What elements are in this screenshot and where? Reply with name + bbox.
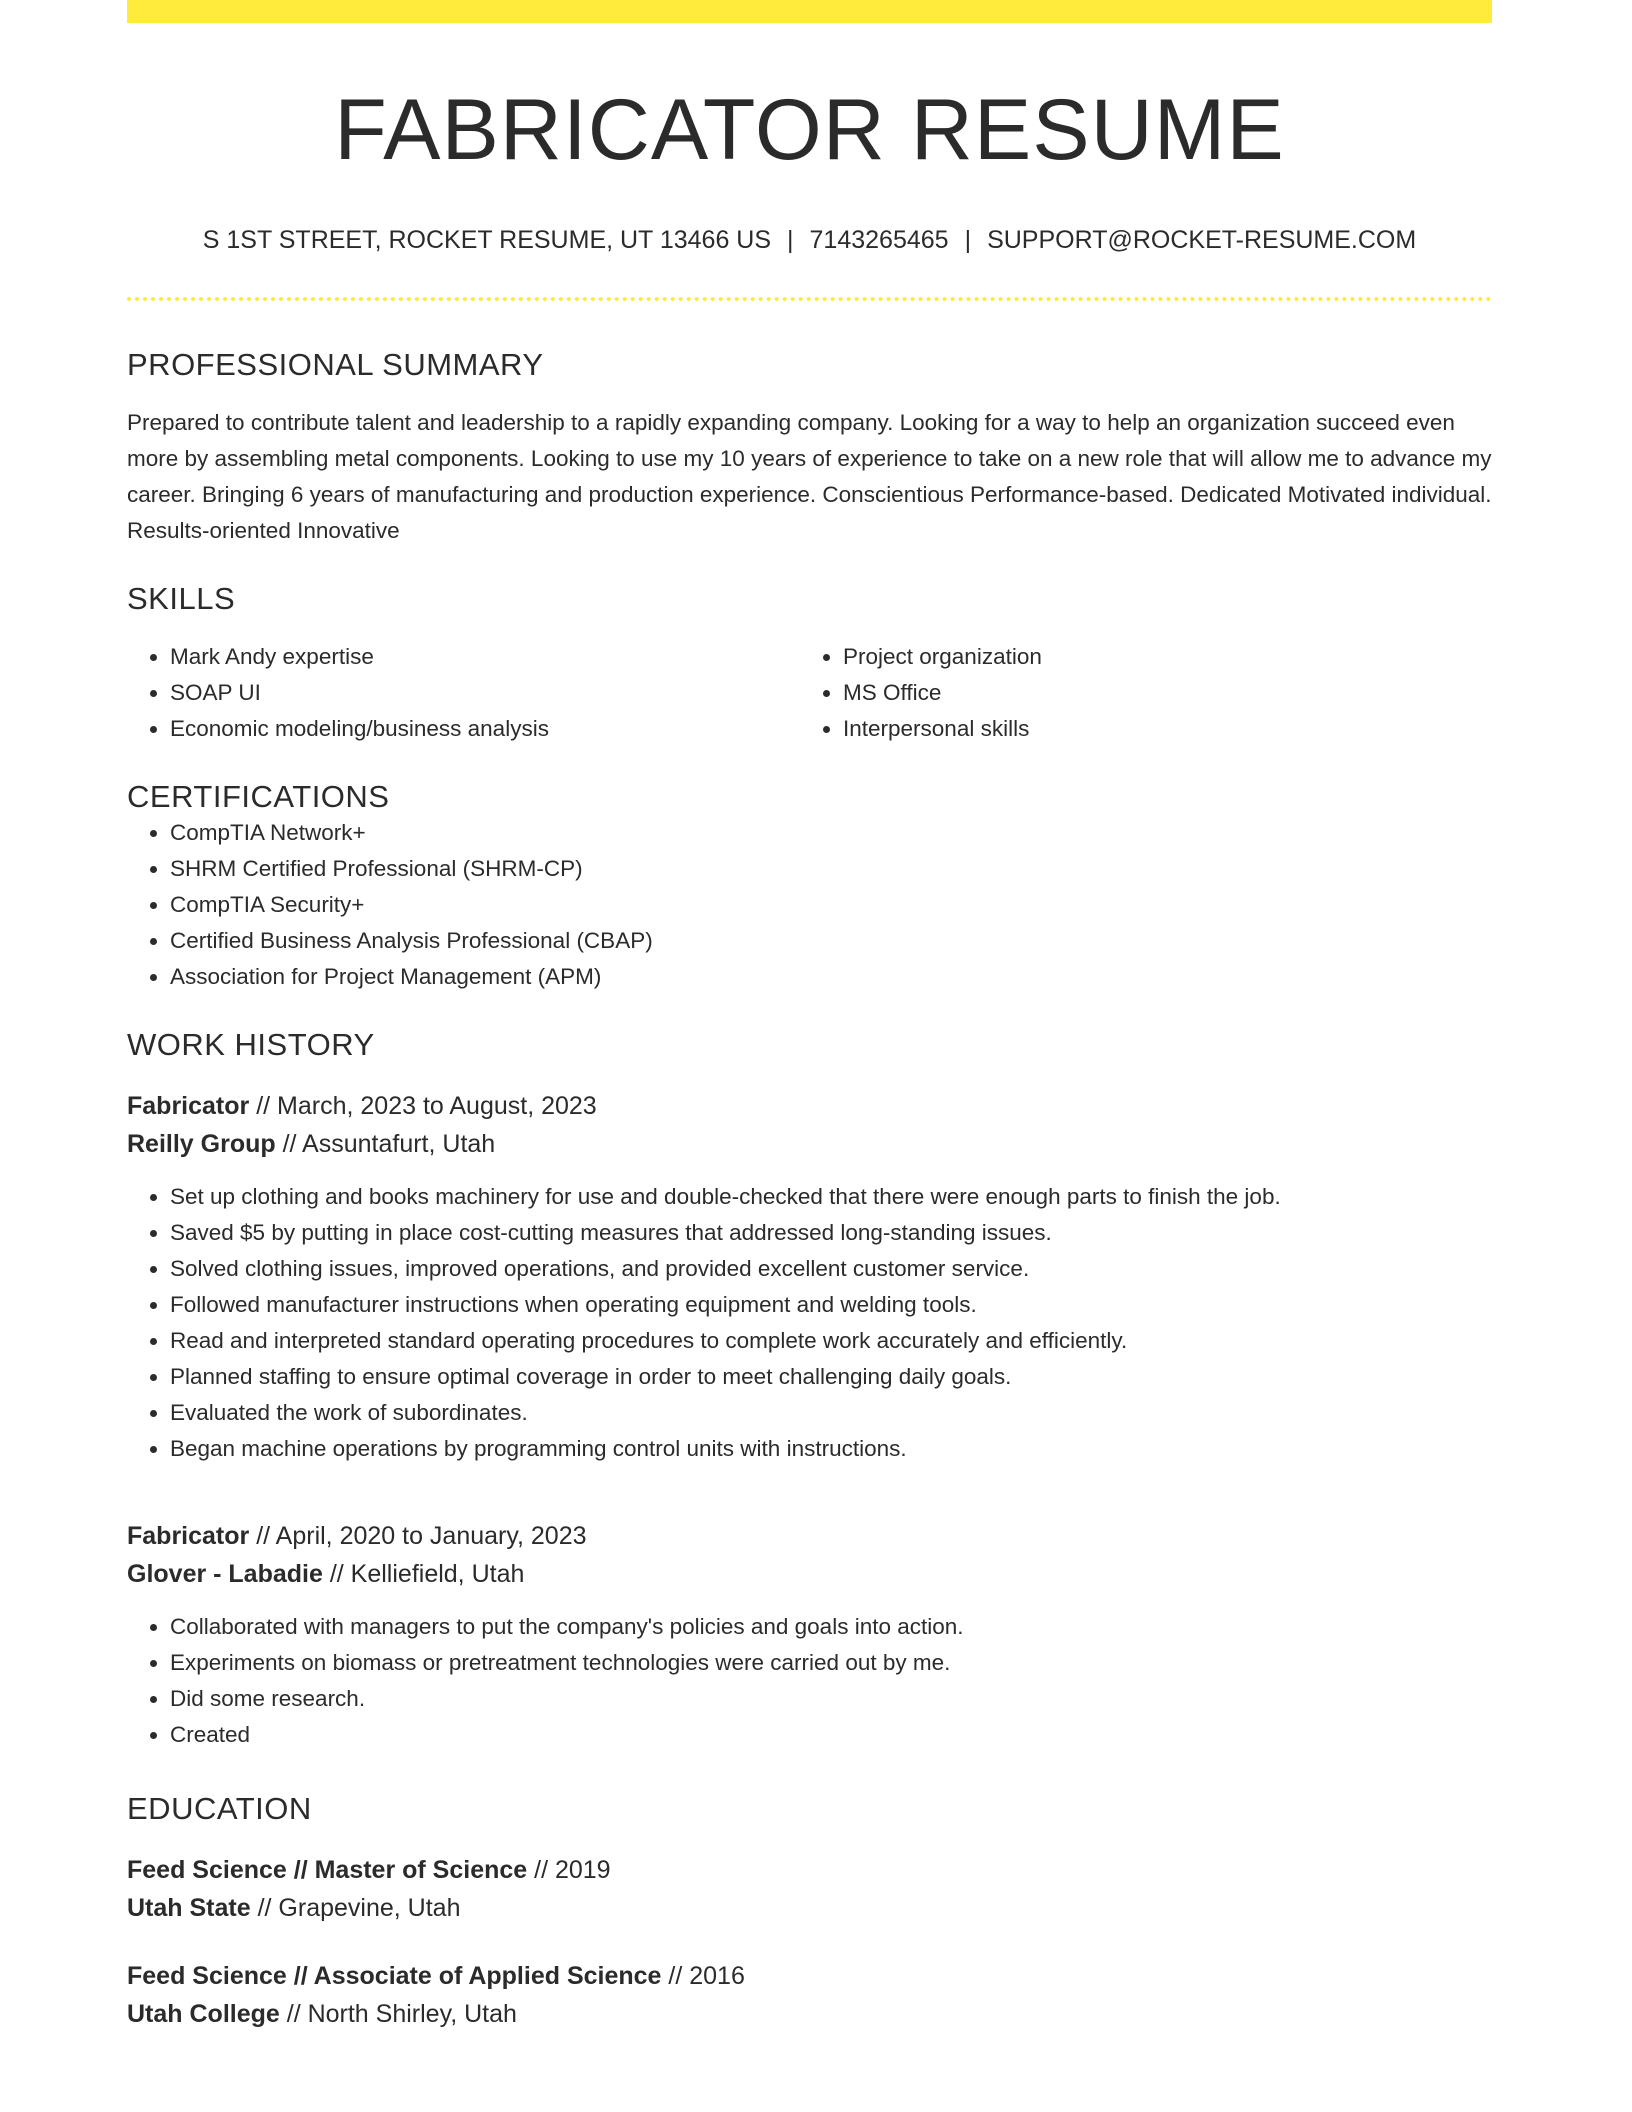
job-bullet: • Set up clothing and books machinery for use and double-checked that there were enough parts to finish the job. xyxy=(170,1179,1492,1215)
education-heading: EDUCATION xyxy=(127,1790,312,1826)
job-bullet: • Read and interpreted standard operating procedures to complete work accurately and efficiently. xyxy=(170,1323,1492,1359)
skills-heading: SKILLS xyxy=(127,580,236,616)
skill-item: • SOAP UI xyxy=(170,675,800,711)
contact-line xyxy=(127,226,1492,255)
job-company-line xyxy=(127,1555,1492,1593)
job-entry xyxy=(127,1517,1492,1753)
contact-email: SUPPORT@ROCKET-RESUME.COM xyxy=(987,225,1417,254)
contact-address: S 1ST STREET, ROCKET RESUME, UT 13466 US xyxy=(202,225,772,254)
job-location: // Assuntafurt, Utah xyxy=(275,1129,496,1158)
job-bullets xyxy=(127,1179,1492,1467)
job-dates: // April, 2020 to January, 2023 xyxy=(249,1521,587,1550)
job-role: Fabricator xyxy=(127,1091,250,1120)
job-bullet: • Created xyxy=(170,1717,1492,1753)
education-degree-line xyxy=(127,1957,1492,1995)
job-bullet: • Followed manufacturer instructions when operating equipment and welding tools. xyxy=(170,1287,1492,1323)
education-entry xyxy=(127,1851,1492,1927)
contact-separator: | xyxy=(964,225,972,254)
job-location: // Kelliefield, Utah xyxy=(322,1559,525,1588)
resume-title: FABRICATOR RESUME xyxy=(334,82,1285,178)
job-bullet: • Began machine operations by programming control units with instructions. xyxy=(170,1431,1492,1467)
skills-column-right xyxy=(800,639,1473,747)
job-company: Reilly Group xyxy=(127,1129,276,1158)
education-year: // 2019 xyxy=(527,1855,611,1884)
job-bullet: • Collaborated with managers to put the company's policies and goals into action. xyxy=(170,1609,1492,1645)
top-accent-bar xyxy=(127,0,1492,23)
certifications-list xyxy=(127,815,1492,995)
certification-item: • SHRM Certified Professional (SHRM-CP) xyxy=(170,851,1492,887)
contact-phone: 7143265465 xyxy=(809,225,949,254)
job-role-line xyxy=(127,1087,1492,1125)
education-degree: Feed Science // Associate of Applied Science xyxy=(127,1961,662,1990)
education-school-line xyxy=(127,1889,1492,1927)
certification-item: • Certified Business Analysis Professional (CBAP) xyxy=(170,923,1492,959)
job-bullet: • Saved $5 by putting in place cost-cutting measures that addressed long-standing issues. xyxy=(170,1215,1492,1251)
education-degree-line xyxy=(127,1851,1492,1889)
skill-item: • Project organization xyxy=(843,639,1473,675)
job-bullet: • Experiments on biomass or pretreatment technologies were carried out by me. xyxy=(170,1645,1492,1681)
contact-separator: | xyxy=(787,225,794,254)
summary-text: Prepared to contribute talent and leadership to a rapidly expanding company. Looking for a way to help an organization succeed even more by assembling metal components. Looking to use my 10 years of experience to take on a new role that will allow me to advance my career. Bringing 6 years of manufacturing and production experience. Conscientious Performance-based. Dedicated Motivated individual. Results-oriented Innovative xyxy=(127,409,1492,543)
skill-item: • Economic modeling/business analysis xyxy=(170,711,800,747)
education-degree: Feed Science // Master of Science xyxy=(127,1855,528,1884)
education-year: // 2016 xyxy=(661,1961,745,1990)
education-location: // Grapevine, Utah xyxy=(250,1893,461,1922)
summary-heading: PROFESSIONAL SUMMARY xyxy=(127,346,544,382)
skill-item: • Mark Andy expertise xyxy=(170,639,800,675)
job-bullet: • Planned staffing to ensure optimal coverage in order to meet challenging daily goals. xyxy=(170,1359,1492,1395)
job-dates: // March, 2023 to August, 2023 xyxy=(249,1091,597,1120)
job-role: Fabricator xyxy=(127,1521,250,1550)
skills-grid xyxy=(127,639,1492,747)
job-role-line xyxy=(127,1517,1492,1555)
skill-item: • Interpersonal skills xyxy=(843,711,1473,747)
certification-item: • Association for Project Management (APM) xyxy=(170,959,1492,995)
skill-item: • MS Office xyxy=(843,675,1473,711)
job-bullets xyxy=(127,1609,1492,1753)
job-company: Glover - Labadie xyxy=(127,1559,323,1588)
education-location: // North Shirley, Utah xyxy=(279,1999,517,2028)
job-bullet: • Evaluated the work of subordinates. xyxy=(170,1395,1492,1431)
education-school: Utah College xyxy=(127,1999,280,2028)
work-history-heading: WORK HISTORY xyxy=(127,1026,375,1062)
dotted-divider xyxy=(127,297,1492,301)
education-school-line xyxy=(127,1995,1492,2033)
resume-page xyxy=(127,0,1492,2033)
job-bullet: • Did some research. xyxy=(170,1681,1492,1717)
job-entry xyxy=(127,1087,1492,1467)
certification-item: • CompTIA Security+ xyxy=(170,887,1492,923)
certifications-heading: CERTIFICATIONS xyxy=(127,778,390,814)
job-bullet: • Solved clothing issues, improved operations, and provided excellent customer service. xyxy=(170,1251,1492,1287)
job-company-line xyxy=(127,1125,1492,1163)
certification-item: • CompTIA Network+ xyxy=(170,815,1492,851)
education-entry xyxy=(127,1957,1492,2033)
skills-column-left xyxy=(127,639,800,747)
education-school: Utah State xyxy=(127,1893,251,1922)
